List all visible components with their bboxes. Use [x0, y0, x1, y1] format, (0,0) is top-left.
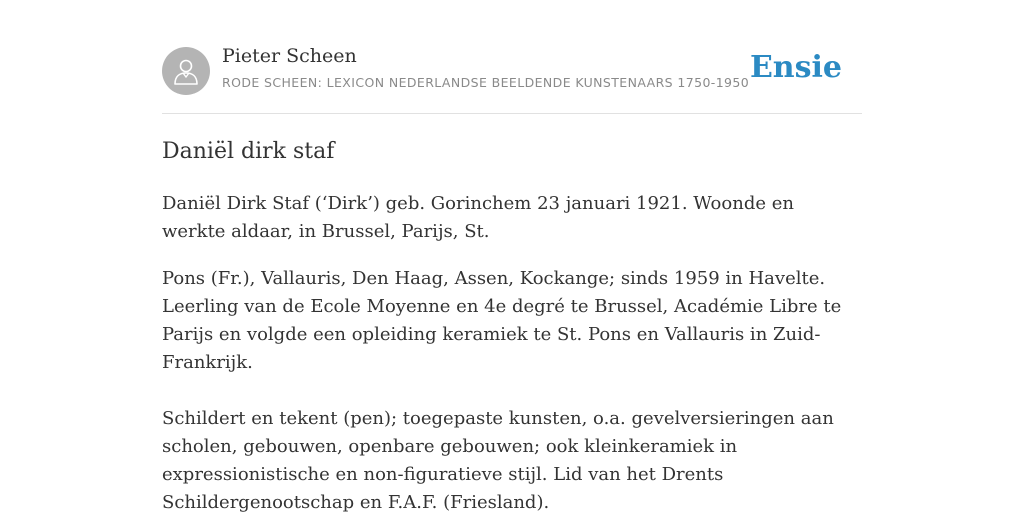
body-paragraph: Schildert en tekent (pen); toegepaste kunsten, o.a. gevelversieringen aan scholen, gebouwen, openbare gebouwen; ook kleinkeramiek in expressionistische en non-figuratieve stijl. Lid van het Drents Schildergenootschap en F.A.F. (Friesland). [162, 408, 834, 512]
author-avatar[interactable] [162, 47, 210, 95]
entry-title: Daniël dirk staf [162, 139, 335, 164]
body-paragraph: Daniël Dirk Staf (‘Dirk’) geb. Gorinchem 23 januari 1921. Woonde en werkte aldaar, in Brussel, Parijs, St. [162, 193, 794, 242]
entry-header [162, 45, 862, 114]
ensie-logo[interactable]: Ensie [749, 50, 842, 85]
author-name[interactable]: Pieter Scheen [222, 45, 357, 67]
source-label[interactable]: RODE SCHEEN: LEXICON NEDERLANDSE BEELDENDE KUNSTENAARS 1750-1950 [222, 75, 750, 90]
user-icon [173, 57, 199, 85]
entry-body [162, 190, 862, 512]
body-paragraph: Pons (Fr.), Vallauris, Den Haag, Assen, Kockange; sinds 1959 in Havelte. Leerling van de Ecole Moyenne en 4e degré te Brussel, Académie Libre te Parijs en volgde een opleiding keramiek te St. Pons en Vallauris in Zuid-Frankrijk. [162, 268, 842, 373]
